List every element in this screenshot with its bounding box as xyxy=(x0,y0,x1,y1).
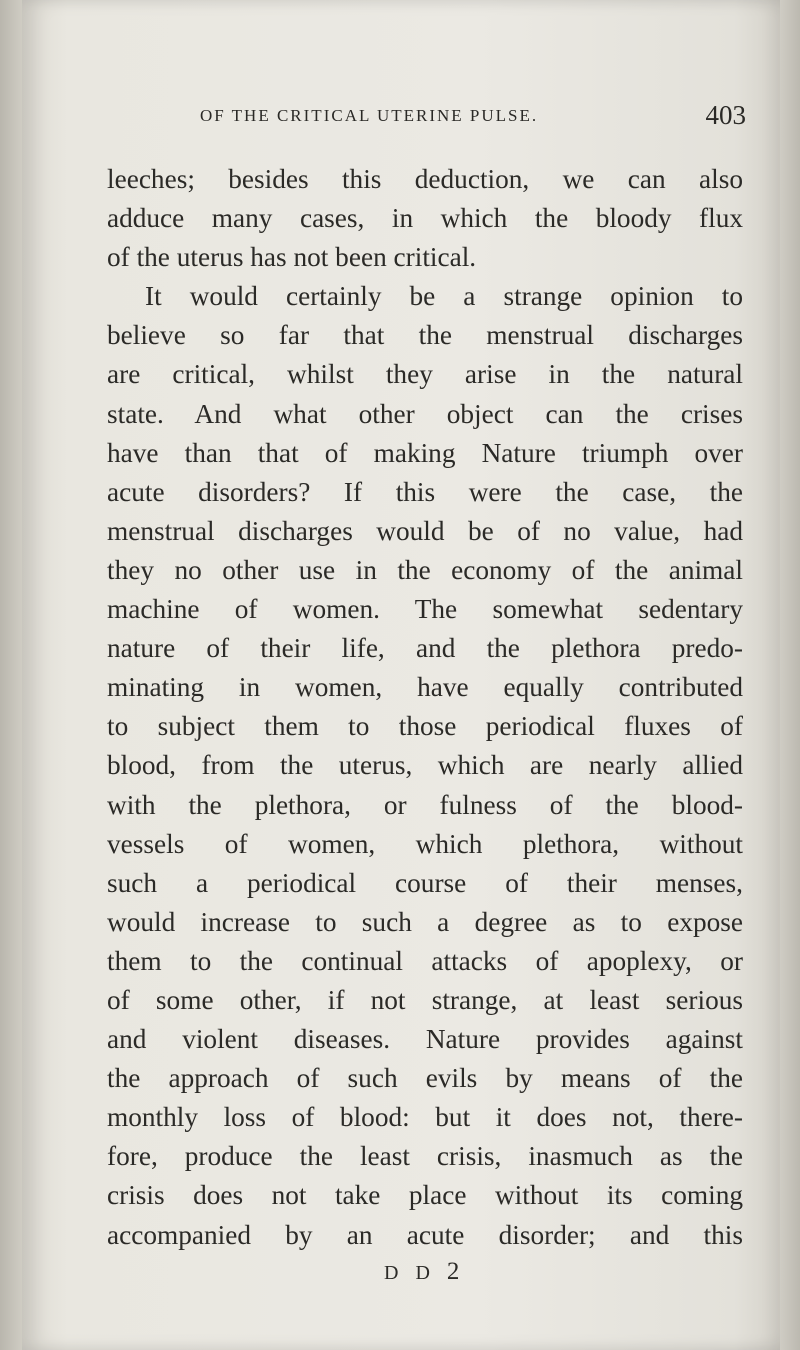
text-line: leeches; besides this deduction, we can also xyxy=(107,164,743,194)
text-line: of the uterus has not been critical. xyxy=(107,242,477,273)
text-line: with the plethora, or fulness of the blood- xyxy=(107,789,743,820)
text-line: fore, produce the least crisis, inasmuch as the xyxy=(107,1141,743,1172)
text-line: the approach of such evils by means of the xyxy=(107,1063,743,1094)
text-line: It would certainly be a strange opinion to xyxy=(145,281,743,312)
text-line: them to the continual attacks of apoplexy, or xyxy=(107,945,743,976)
signature-letters: D D xyxy=(384,1262,436,1284)
text-line: accompanied by an acute disorder; and this xyxy=(107,1219,743,1250)
text-line: machine of women. The somewhat sedentary xyxy=(107,594,743,625)
text-line: nature of their life, and the plethora predo- xyxy=(107,633,743,664)
page-number: 403 xyxy=(705,100,746,130)
text-line: would increase to such a degree as to expose xyxy=(107,906,743,937)
signature-mark xyxy=(384,1258,459,1286)
page-header xyxy=(200,100,750,134)
text-line: blood, from the uterus, which are nearly allied xyxy=(107,750,743,781)
text-line: menstrual discharges would be of no value, had xyxy=(107,515,743,546)
text-line: are critical, whilst they arise in the natural xyxy=(107,359,743,390)
book-gutter xyxy=(0,0,22,1350)
text-line: monthly loss of blood: but it does not, there- xyxy=(107,1102,743,1133)
text-line: believe so far that the menstrual discharges xyxy=(107,320,743,351)
body-text xyxy=(107,160,743,1255)
text-line: of some other, if not strange, at least serious xyxy=(107,984,743,1015)
text-line: vessels of women, which plethora, without xyxy=(107,828,743,859)
text-line: and violent diseases. Nature provides against xyxy=(107,1024,743,1055)
text-line: minating in women, have equally contributed xyxy=(107,672,743,703)
text-line: crisis does not take place without its coming xyxy=(107,1180,743,1211)
text-line: have than that of making Nature triumph over xyxy=(107,437,743,468)
text-line: to subject them to those periodical fluxes of xyxy=(107,711,743,742)
text-line: state. And what other object can the crises xyxy=(107,398,743,429)
running-title: OF THE CRITICAL UTERINE PULSE. xyxy=(200,106,539,125)
text-line: they no other use in the economy of the animal xyxy=(107,554,743,585)
text-line: adduce many cases, in which the bloody flux xyxy=(107,203,743,234)
page-edge xyxy=(780,0,800,1350)
text-line: such a periodical course of their menses, xyxy=(107,867,743,898)
signature-number: 2 xyxy=(446,1258,460,1285)
text-line: acute disorders? If this were the case, the xyxy=(107,476,743,507)
